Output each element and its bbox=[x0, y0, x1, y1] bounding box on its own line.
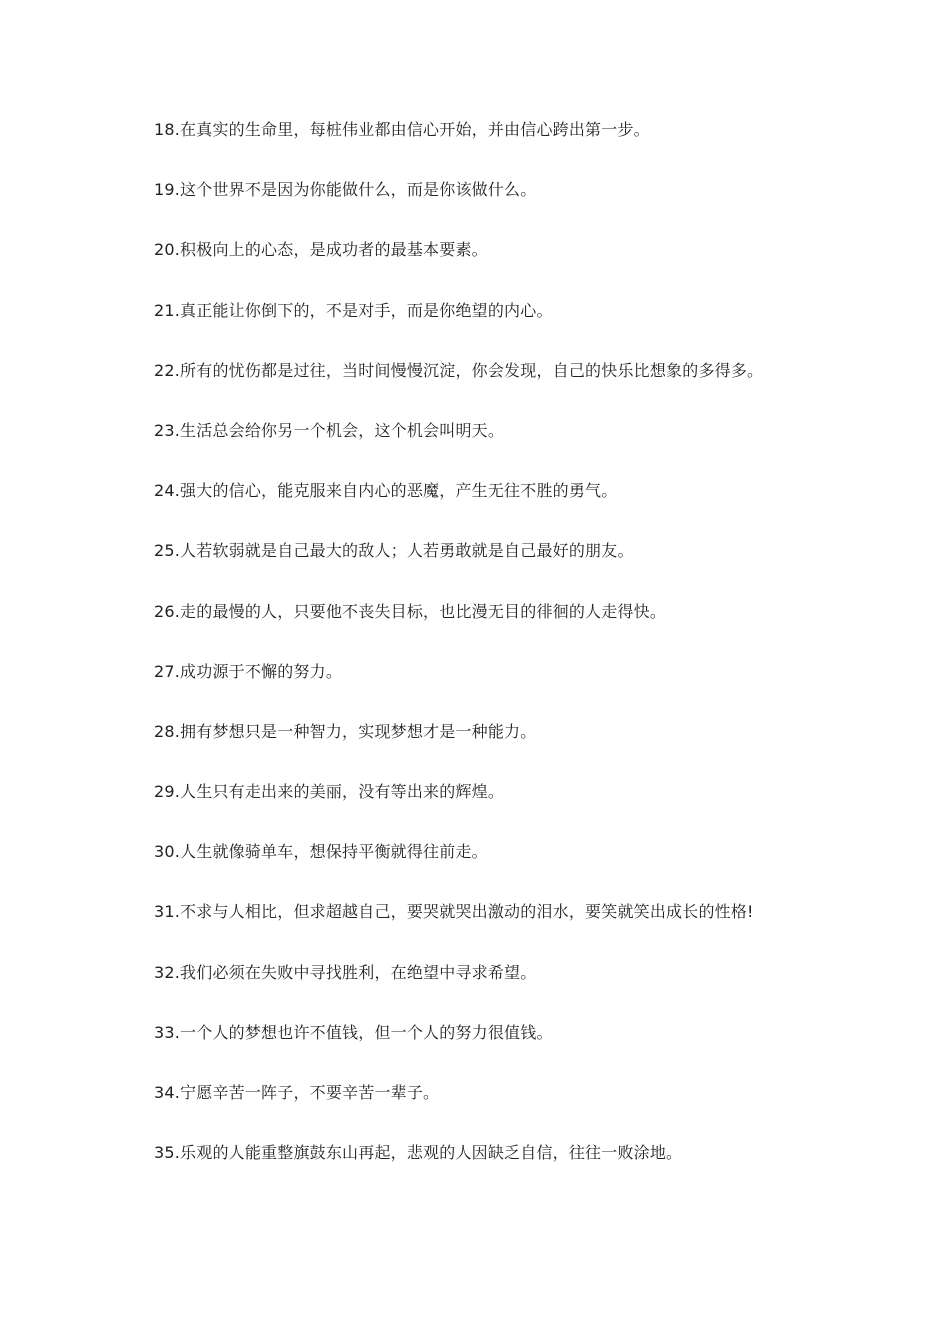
quote-item: 25.人若软弱就是自己最大的敌人；人若勇敢就是自己最好的朋友。 bbox=[154, 541, 634, 561]
quote-list bbox=[154, 117, 854, 1200]
quote-item: 29.人生只有走出来的美丽，没有等出来的辉煌。 bbox=[154, 782, 505, 802]
quote-item: 18.在真实的生命里，每桩伟业都由信心开始，并由信心跨出第一步。 bbox=[154, 120, 650, 139]
quote-item: 34.宁愿辛苦一阵子，不要辛苦一辈子。 bbox=[154, 1083, 440, 1102]
quote-item: 27.成功源于不懈的努力。 bbox=[154, 661, 343, 681]
quote-item: 23.生活总会给你另一个机会，这个机会叫明天。 bbox=[154, 420, 505, 440]
quote-item: 24.强大的信心，能克服来自内心的恶魔，产生无往不胜的勇气。 bbox=[154, 481, 618, 501]
quote-item: 26.走的最慢的人，只要他不丧失目标，也比漫无目的徘徊的人走得快。 bbox=[154, 601, 667, 621]
quote-item: 28.拥有梦想只是一种智力，实现梦想才是一种能力。 bbox=[154, 721, 537, 741]
quote-item: 22.所有的忧伤都是过往，当时间慢慢沉淀，你会发现，自己的快乐比想象的多得多。 bbox=[154, 360, 764, 380]
quote-item: 32.我们必须在失败中寻找胜利，在绝望中寻求希望。 bbox=[154, 962, 537, 982]
quote-item: 31.不求与人相比，但求超越自己，要哭就哭出激动的泪水，要笑就笑出成长的性格! bbox=[154, 902, 754, 922]
quote-item: 21.真正能让你倒下的，不是对手，而是你绝望的内心。 bbox=[154, 300, 553, 320]
quote-item: 20.积极向上的心态，是成功者的最基本要素。 bbox=[154, 240, 488, 260]
quote-item: 33.一个人的梦想也许不值钱，但一个人的努力很值钱。 bbox=[154, 1022, 553, 1042]
quote-item: 19.这个世界不是因为你能做什么，而是你该做什么。 bbox=[154, 180, 537, 200]
quote-item: 30.人生就像骑单车，想保持平衡就得往前走。 bbox=[154, 842, 488, 862]
quote-item: 35.乐观的人能重整旗鼓东山再起，悲观的人因缺乏自信，往往一败涂地。 bbox=[154, 1143, 683, 1163]
